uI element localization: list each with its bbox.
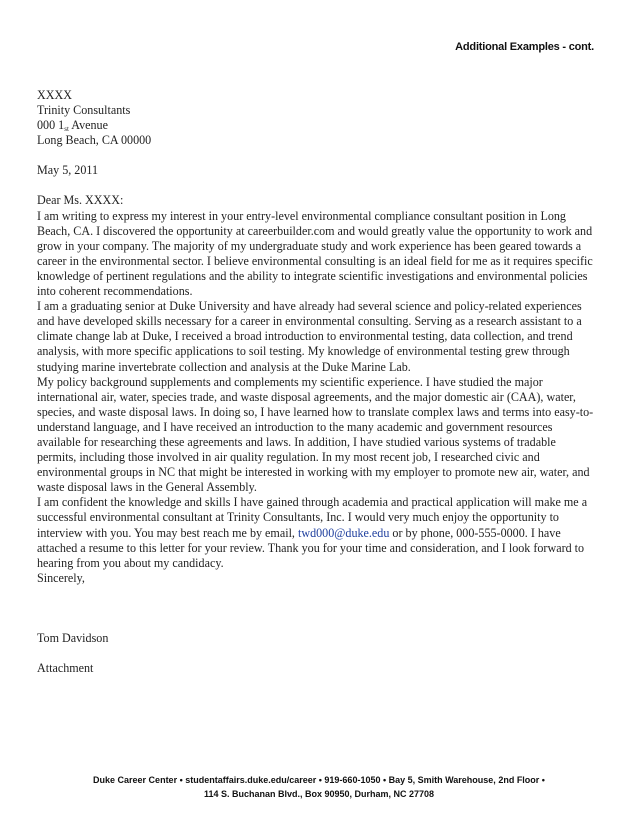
recipient-company: Trinity Consultants (37, 103, 131, 118)
complimentary-close: Sincerely, (37, 570, 85, 585)
recipient-address (37, 88, 597, 148)
footer-line-1: Duke Career Center • studentaffairs.duke.edu/career • 919-660-1050 • Bay 5, Smith Warehouse, 2nd Floor • (93, 775, 545, 785)
signature-name: Tom Davidson (37, 630, 109, 645)
paragraph-experience: I am a graduating senior at Duke University and have already had several science and policy-related experiences and have developed skills necessary for a career in environmental consulting. Serving as a research assistant to a climate change lab at Duke, I received a broad introduction to environmental testing, data collection, and trend analysis, with more specific applications to soil testing. My knowledge of environmental testing grew through studying marine invertebrate collection and analysis at the Duke Marine Lab. (37, 299, 582, 374)
cover-letter (37, 88, 597, 676)
paragraph-policy: My policy background supplements and complements my scientific experience. I have studied the major international air, water, species trade, and waste disposal agreements, and the major domestic air (CAA), water, species, and waste disposal laws. In doing so, I have learned how to translate complex laws and terms into easy-to-understand language, and I have received an introduction to the many academic and government resources available for researching these agreements and laws. In addition, I have studied various systems of tradable permits, including those involved in air quality regulation. In my most recent job, I researched civic and environmental groups in NC that might be interested in working with my employer to promote new air, water, and waste disposal laws in the General Assembly. (37, 374, 594, 495)
closing-text-end: or by phone, 000-555-0000. I have attached a resume to this letter for your review. Thank you for your time and consideration, and I look forward to hearing from you about my candidacy. (37, 525, 585, 570)
header-note: Additional Examples - cont. (455, 41, 594, 53)
recipient-city: Long Beach, CA 00000 (37, 133, 152, 148)
street-number: 000 1 (37, 118, 65, 133)
recipient-name: XXXX (37, 88, 72, 102)
street-ordinal-suffix: st (64, 125, 69, 134)
spacer (37, 646, 597, 661)
email-link[interactable]: twd000@duke.edu (297, 525, 390, 540)
closing-text-start: I am confident the knowledge and skills I have gained through academia and practical application will make me a successful environmental consultant at Trinity Consultants, Inc. I would very much enjoy the opportunity to interview with you. You may best reach me by email, (37, 495, 588, 540)
footer-line-2: 114 S. Buchanan Blvd., Box 90950, Durham, NC 27708 (203, 789, 435, 799)
salutation: Dear Ms. XXXX: (37, 193, 124, 208)
spacer (37, 148, 597, 163)
street-name: Avenue (68, 118, 108, 133)
spacer (37, 178, 597, 193)
recipient-street (37, 118, 597, 133)
page-footer (0, 773, 638, 801)
signature-space (37, 586, 597, 631)
letter-date: May 5, 2011 (37, 163, 99, 178)
paragraph-closing (37, 495, 597, 570)
paragraph-intro: I am writing to express my interest in your entry-level environmental compliance consultant position in Long Beach, CA. I discovered the opportunity at careerbuilder.com and would greatly value the opportunity to work and grow in your company. The majority of my undergraduate study and work experience has been geared towards a career in the environmental sector. I believe environmental consulting is an ideal field for me as it requires specific knowledge of pertinent regulations and the ability to integrate scientific investigations and environmental policies into coherent recommendations. (37, 208, 593, 299)
enclosure-note: Attachment (37, 661, 94, 675)
